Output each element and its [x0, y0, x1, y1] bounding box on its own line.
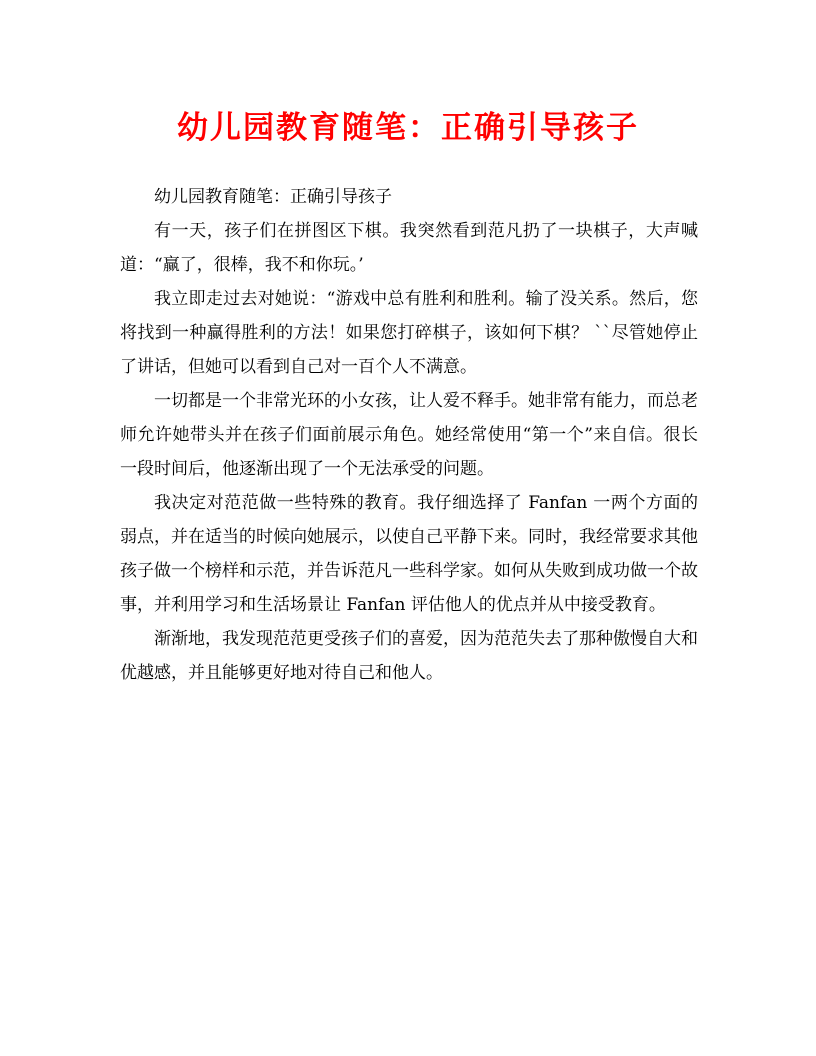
paragraph-1: 有一天，孩子们在拼图区下棋。我突然看到范凡扔了一块棋子，大声喊道：“赢了，很棒，我不和你玩。’: [120, 221, 698, 275]
paragraph-5: 渐渐地，我发现范范更受孩子们的喜爱，因为范范失去了那种傲慢自大和优越感，并且能够更好地对待自己和他人。: [120, 629, 698, 683]
paragraph-2: 我立即走过去对她说：“游戏中总有胜利和胜利。输了没关系。然后，您将找到一种赢得胜利的方法！如果您打碎棋子，该如何下棋？ ``尽管她停止了讲话，但她可以看到自己对一百个人不满意。: [120, 289, 698, 377]
document-title: 幼儿园教育随笔：正确引导孩子: [177, 110, 639, 146]
paragraph-3: 一切都是一个非常光环的小女孩，让人爱不释手。她非常有能力，而总老师允许她带头并在孩子们面前展示角色。她经常使用“第一个”来自信。很长一段时间后，他逐渐出现了一个无法承受的问题。: [120, 391, 698, 479]
paragraph-subtitle: 幼儿园教育随笔：正确引导孩子: [154, 187, 392, 207]
paragraph-4: 我决定对范范做一些特殊的教育。我仔细选择了 Fanfan 一两个方面的弱点，并在适当的时候向她展示，以使自己平静下来。同时，我经常要求其他孩子做一个榜样和示范，并告诉范凡一些科学家。如何从失败到成功做一个故事，并利用学习和生活场景让 Fanfan 评估他人的优点并从中接受教育。: [120, 493, 698, 615]
document-body: [120, 180, 698, 690]
